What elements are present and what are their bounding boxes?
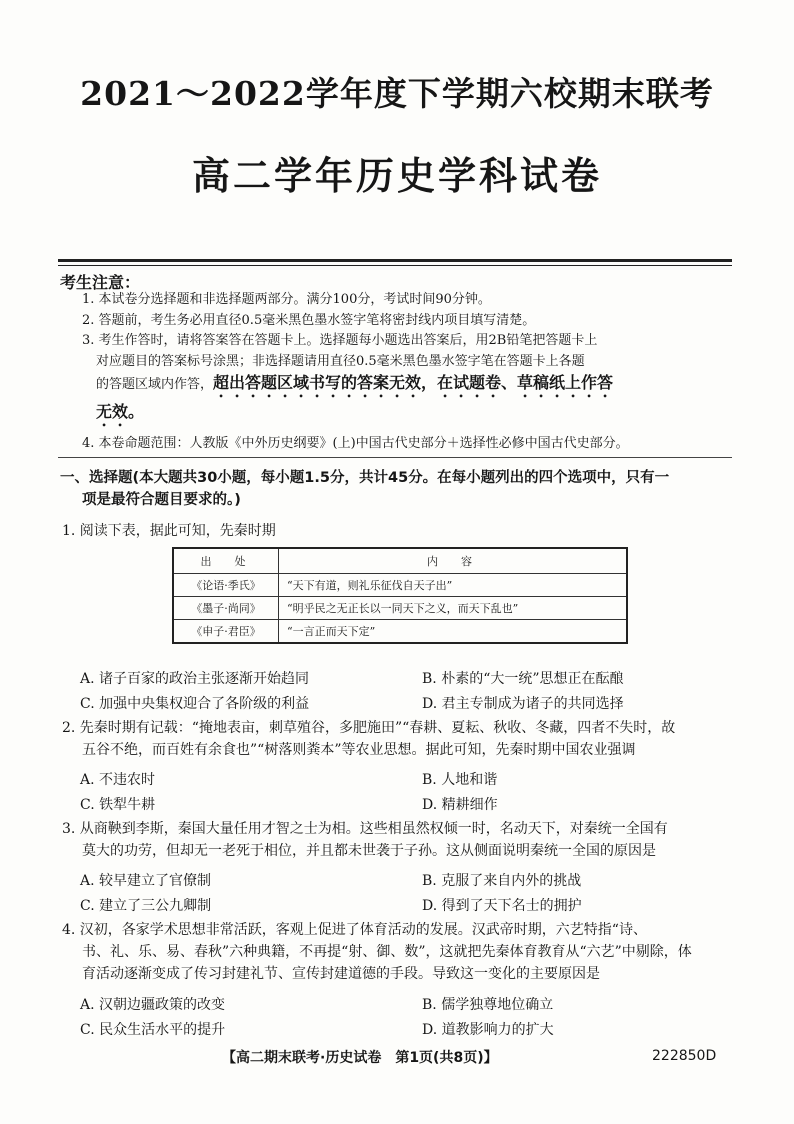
question-4-option-a: A. 汉朝边疆政策的改变 <box>80 997 226 1013</box>
question-1-table <box>172 547 628 644</box>
table-row <box>173 574 627 597</box>
question-4-line: 书、礼、乐、易、春秋”六种典籍，不再提“射、御、数”，这就把先秦体育教育从“六艺”中剔除，体 <box>82 944 692 960</box>
section-heading-line: 一、选择题(本大题共30小题，每小题1.5分，共计45分。在每小题列出的四个选项中，只有一 <box>60 470 670 486</box>
table-cell-source: 《申子·君臣》 <box>173 620 279 644</box>
page-footer: 【高二期末联考·历史试卷 第1页(共8页)】 <box>222 1050 498 1066</box>
notice-item: 的答题区域内作答， <box>96 377 214 392</box>
notice-emphasis: 超出答题区域书写的答案无效，在试题卷、草稿纸上作答 <box>213 373 614 392</box>
table-row <box>173 597 627 620</box>
question-2-option-c: C. 铁犁牛耕 <box>80 797 156 813</box>
question-4-option-c: C. 民众生活水平的提升 <box>80 1022 226 1038</box>
table-cell-content: “天下有道，则礼乐征伐自天子出” <box>279 574 628 597</box>
table-cell-source: 《墨子·尚同》 <box>173 597 279 620</box>
exam-header-title: 2021～2022学年度下学期六校期末联考 <box>80 74 714 113</box>
question-4-option-d: D. 道教影响力的扩大 <box>422 1022 554 1038</box>
question-4-line: 育活动逐渐变成了传习封建礼节、宣传封建道德的手段。导致这一变化的主要原因是 <box>82 966 600 982</box>
question-1-option-d: D. 君主专制成为诸子的共同选择 <box>422 696 624 712</box>
question-1-option-b: B. 朴素的“大一统”思想正在酝酿 <box>422 671 624 687</box>
notice-emphasis: 无效。 <box>96 402 145 421</box>
question-2-option-d: D. 精耕细作 <box>422 797 498 813</box>
question-3-option-d: D. 得到了天下名士的拥护 <box>422 898 582 914</box>
question-2-line: 五谷不绝，而百姓有余食也”“树落则粪本”等农业思想。据此可知，先秦时期中国农业强调 <box>82 742 636 758</box>
notice-title: 考生注意： <box>60 273 141 292</box>
question-3-stem <box>62 818 734 862</box>
notice-item: 对应题目的答案标号涂黑；非选择题请用直径0.5毫米黑色墨水签字笔在答题卡上各题 <box>96 353 585 369</box>
table-cell-content: “明乎民之无正长以一同天下之义，而天下乱也” <box>279 597 628 620</box>
question-2-option-b: B. 人地和谐 <box>422 772 498 788</box>
header-rule-thick <box>58 259 732 262</box>
section-heading <box>60 467 736 511</box>
table-row <box>173 620 627 644</box>
question-1-option-a: A. 诸子百家的政治主张逐渐开始趋同 <box>80 671 310 687</box>
table-header: 出 处 <box>173 548 279 574</box>
question-2-stem <box>62 717 734 761</box>
question-4-line: 4. 汉初，各家学术思想非常活跃，客观上促进了体育活动的发展。汉武帝时期，六艺特指“诗、 <box>62 922 647 938</box>
question-1-stem: 1. 阅读下表，据此可知，先秦时期 <box>62 523 276 539</box>
exam-subject-title: 高二学年历史学科试卷 <box>191 154 602 198</box>
table-header: 内 容 <box>279 548 628 574</box>
table-cell-source: 《论语·季氏》 <box>173 574 279 597</box>
header-rule-thin <box>58 265 732 266</box>
question-4-stem <box>62 919 734 985</box>
notice-item: 3. 考生作答时，请将答案答在答题卡上。选择题每小题选出答案后，用2B铅笔把答题卡上 <box>82 333 598 348</box>
paper-code: 222850D <box>652 1048 717 1064</box>
question-1-option-c: C. 加强中央集权迎合了各阶级的利益 <box>80 696 310 712</box>
notice-item: 2. 答题前，考生务必用直径0.5毫米黑色墨水签字笔将密封线内项目填写清楚。 <box>82 312 536 328</box>
notice-item: 4. 本卷命题范围：人教版《中外历史纲要》(上)中国古代史部分＋选择性必修中国古代史部分。 <box>82 436 629 451</box>
section-divider <box>58 457 732 458</box>
table-header-row <box>173 548 627 574</box>
notice-block <box>82 290 734 455</box>
question-3-line: 3. 从商鞅到李斯，秦国大量任用才智之士为相。这些相虽然权倾一时，名动天下，对秦统一全国有 <box>62 821 668 837</box>
question-2-option-a: A. 不违农时 <box>80 772 156 788</box>
question-3-option-b: B. 克服了来自内外的挑战 <box>422 873 582 889</box>
table-cell-content: “一言正而天下定” <box>279 620 628 644</box>
section-heading-line: 项是最符合题目要求的。) <box>82 492 241 508</box>
notice-item: 1. 本试卷分选择题和非选择题两部分。满分100分，考试时间90分钟。 <box>82 292 491 307</box>
question-3-option-a: A. 较早建立了官僚制 <box>80 873 212 889</box>
question-3-option-c: C. 建立了三公九卿制 <box>80 898 212 914</box>
question-2-line: 2. 先秦时期有记载：“掩地表亩，刺草殖谷，多肥施田”“春耕、夏耘、秋收、冬藏，四者不失时，故 <box>62 720 676 736</box>
question-3-line: 莫大的功劳，但却无一老死于相位，并且都未世袭于子孙。这从侧面说明秦统一全国的原因是 <box>82 843 656 859</box>
question-4-option-b: B. 儒学独尊地位确立 <box>422 997 554 1013</box>
